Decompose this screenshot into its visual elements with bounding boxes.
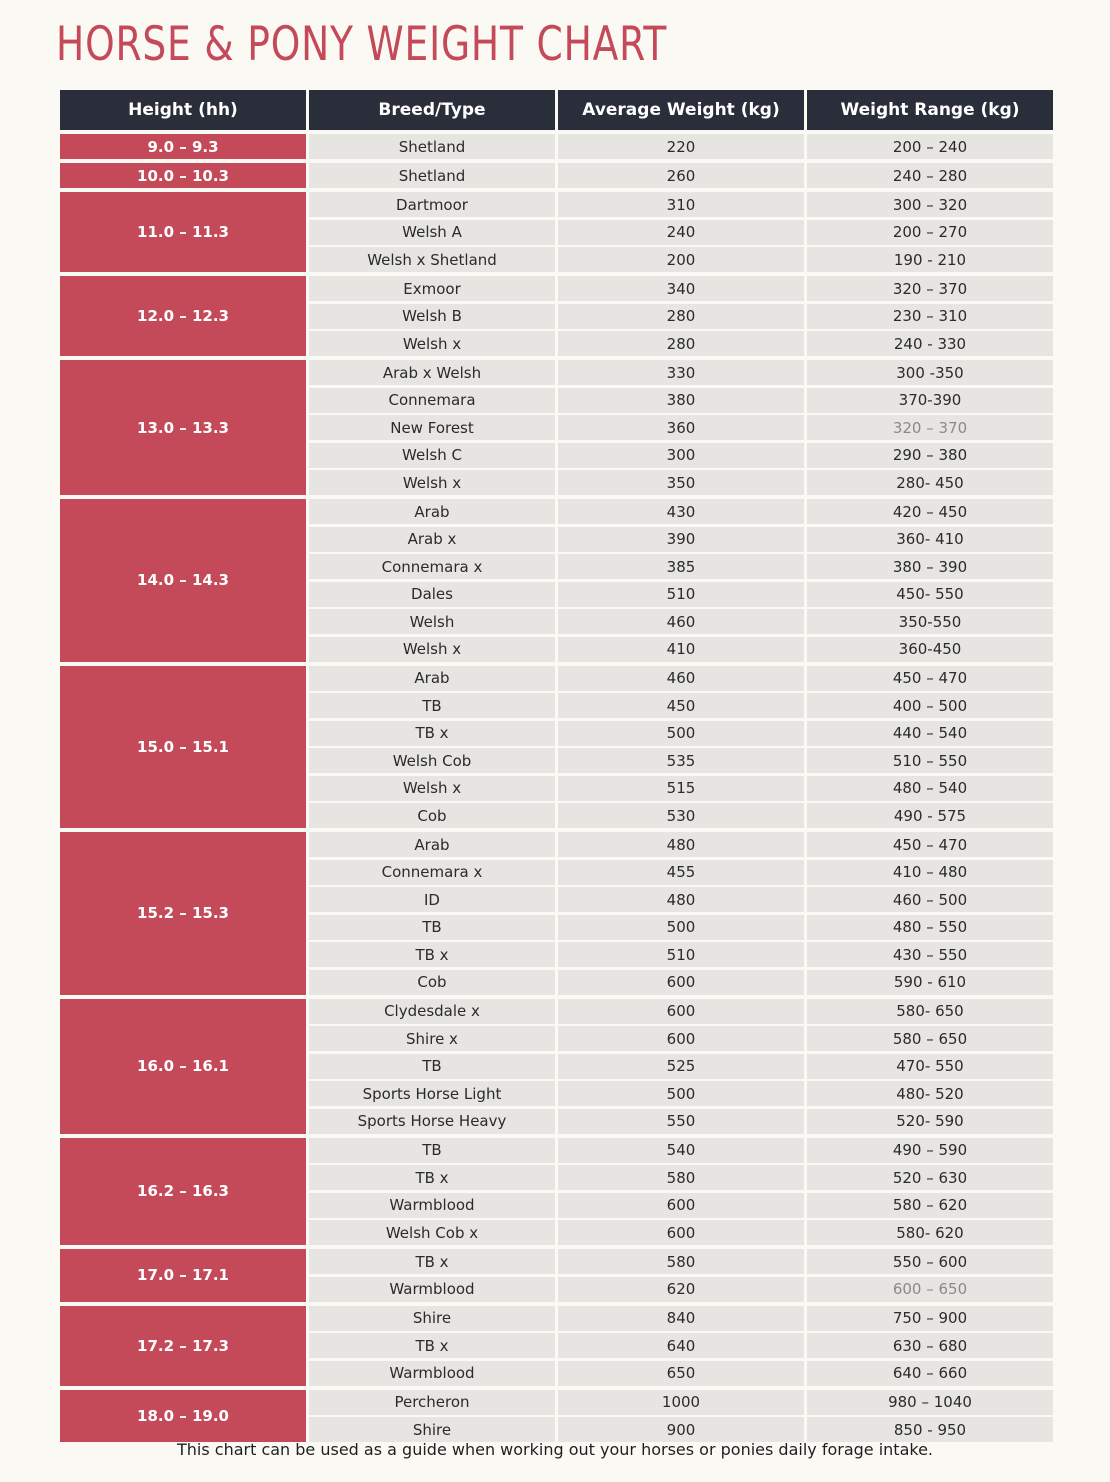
breed-cell: TB	[309, 915, 555, 940]
average-weight-cell: 280	[558, 331, 804, 356]
weight-range-cell: 370-390	[807, 388, 1053, 413]
group-rows	[309, 276, 1053, 356]
group-rows	[309, 1306, 1053, 1386]
weight-range-cell: 580- 650	[807, 999, 1053, 1024]
breed-cell: TB x	[309, 1249, 555, 1274]
breed-cell: TB	[309, 1138, 555, 1163]
table-row	[309, 887, 1053, 912]
weight-range-cell: 750 – 900	[807, 1306, 1053, 1331]
average-weight-cell: 380	[558, 388, 804, 413]
weight-range-cell: 510 – 550	[807, 748, 1053, 773]
page-title: HORSE & PONY WEIGHT CHART	[56, 17, 668, 72]
height-group	[60, 276, 1053, 356]
average-weight-cell: 530	[558, 803, 804, 828]
height-group	[60, 999, 1053, 1134]
table-row	[309, 276, 1053, 301]
average-weight-cell: 600	[558, 999, 804, 1024]
table-row	[309, 1277, 1053, 1302]
breed-cell: Welsh C	[309, 443, 555, 468]
weight-range-cell: 520- 590	[807, 1109, 1053, 1134]
average-weight-cell: 455	[558, 860, 804, 885]
average-weight-cell: 515	[558, 776, 804, 801]
average-weight-cell: 540	[558, 1138, 804, 1163]
height-cell: 15.0 – 15.1	[60, 666, 306, 829]
height-cell: 12.0 – 12.3	[60, 276, 306, 356]
table-row	[309, 1054, 1053, 1079]
breed-cell: Shetland	[309, 163, 555, 188]
weight-range-cell: 590 - 610	[807, 970, 1053, 995]
weight-range-cell: 200 – 240	[807, 134, 1053, 159]
table-row	[309, 776, 1053, 801]
height-group	[60, 192, 1053, 272]
table-row	[309, 443, 1053, 468]
average-weight-cell: 900	[558, 1417, 804, 1442]
table-row	[309, 666, 1053, 691]
breed-cell: Sports Horse Light	[309, 1081, 555, 1106]
weight-range-cell: 580- 620	[807, 1220, 1053, 1245]
average-weight-cell: 480	[558, 832, 804, 857]
breed-cell: Arab x	[309, 527, 555, 552]
height-cell: 9.0 – 9.3	[60, 134, 306, 159]
breed-cell: Exmoor	[309, 276, 555, 301]
column-header-height: Height (hh)	[60, 90, 306, 130]
group-rows	[309, 163, 1053, 188]
breed-cell: Welsh Cob	[309, 748, 555, 773]
weight-range-cell: 550 – 600	[807, 1249, 1053, 1274]
weight-range-cell: 410 – 480	[807, 860, 1053, 885]
weight-range-cell: 280- 450	[807, 470, 1053, 495]
table-row	[309, 134, 1053, 159]
breed-cell: TB x	[309, 942, 555, 967]
table-row	[309, 554, 1053, 579]
weight-range-cell: 450 – 470	[807, 666, 1053, 691]
height-group	[60, 1390, 1053, 1443]
average-weight-cell: 310	[558, 192, 804, 217]
table-row	[309, 748, 1053, 773]
breed-cell: Shire	[309, 1306, 555, 1331]
breed-cell: Shire	[309, 1417, 555, 1442]
weight-range-cell: 230 – 310	[807, 304, 1053, 329]
breed-cell: Clydesdale x	[309, 999, 555, 1024]
breed-cell: New Forest	[309, 415, 555, 440]
height-group	[60, 666, 1053, 829]
height-cell: 15.2 – 15.3	[60, 832, 306, 995]
weight-range-cell: 980 – 1040	[807, 1390, 1053, 1415]
table-row	[309, 637, 1053, 662]
weight-range-cell: 300 – 320	[807, 192, 1053, 217]
table-row	[309, 1165, 1053, 1190]
average-weight-cell: 840	[558, 1306, 804, 1331]
average-weight-cell: 510	[558, 942, 804, 967]
breed-cell: Arab	[309, 832, 555, 857]
table-row	[309, 1220, 1053, 1245]
breed-cell: Welsh B	[309, 304, 555, 329]
height-group	[60, 499, 1053, 662]
weight-range-cell: 200 – 270	[807, 220, 1053, 245]
average-weight-cell: 300	[558, 443, 804, 468]
height-cell: 14.0 – 14.3	[60, 499, 306, 662]
breed-cell: Welsh A	[309, 220, 555, 245]
breed-cell: Cob	[309, 970, 555, 995]
table-row	[309, 693, 1053, 718]
average-weight-cell: 550	[558, 1109, 804, 1134]
height-group	[60, 1138, 1053, 1246]
table-row	[309, 415, 1053, 440]
average-weight-cell: 510	[558, 582, 804, 607]
height-cell: 13.0 – 13.3	[60, 360, 306, 495]
table-row	[309, 1417, 1053, 1442]
breed-cell: Cob	[309, 803, 555, 828]
table-row	[309, 470, 1053, 495]
average-weight-cell: 500	[558, 915, 804, 940]
weight-range-cell: 320 – 370	[807, 415, 1053, 440]
weight-range-cell: 380 – 390	[807, 554, 1053, 579]
height-cell: 17.2 – 17.3	[60, 1306, 306, 1386]
group-rows	[309, 360, 1053, 495]
weight-range-cell: 520 – 630	[807, 1165, 1053, 1190]
weight-range-cell: 470- 550	[807, 1054, 1053, 1079]
table-row	[309, 1249, 1053, 1274]
table-row	[309, 721, 1053, 746]
average-weight-cell: 360	[558, 415, 804, 440]
group-rows	[309, 192, 1053, 272]
height-cell: 18.0 – 19.0	[60, 1390, 306, 1443]
breed-cell: Arab x Welsh	[309, 360, 555, 385]
table-row	[309, 499, 1053, 524]
average-weight-cell: 460	[558, 666, 804, 691]
breed-cell: TB x	[309, 1333, 555, 1358]
weight-range-cell: 360- 410	[807, 527, 1053, 552]
table-row	[309, 970, 1053, 995]
weight-range-cell: 600 – 650	[807, 1277, 1053, 1302]
average-weight-cell: 500	[558, 721, 804, 746]
average-weight-cell: 280	[558, 304, 804, 329]
weight-range-cell: 480 – 550	[807, 915, 1053, 940]
height-group	[60, 360, 1053, 495]
breed-cell: Warmblood	[309, 1277, 555, 1302]
table-row	[309, 1333, 1053, 1358]
average-weight-cell: 350	[558, 470, 804, 495]
table-row	[309, 1081, 1053, 1106]
weight-range-cell: 580 – 650	[807, 1026, 1053, 1051]
breed-cell: TB	[309, 693, 555, 718]
average-weight-cell: 640	[558, 1333, 804, 1358]
average-weight-cell: 500	[558, 1081, 804, 1106]
breed-cell: Connemara x	[309, 860, 555, 885]
breed-cell: Welsh x Shetland	[309, 247, 555, 272]
height-group	[60, 134, 1053, 159]
average-weight-cell: 340	[558, 276, 804, 301]
average-weight-cell: 200	[558, 247, 804, 272]
height-group	[60, 163, 1053, 188]
table-row	[309, 331, 1053, 356]
breed-cell: Welsh x	[309, 776, 555, 801]
average-weight-cell: 330	[558, 360, 804, 385]
height-cell: 10.0 – 10.3	[60, 163, 306, 188]
table-row	[309, 1361, 1053, 1386]
table-row	[309, 942, 1053, 967]
group-rows	[309, 1138, 1053, 1246]
average-weight-cell: 600	[558, 1026, 804, 1051]
height-cell: 17.0 – 17.1	[60, 1249, 306, 1302]
average-weight-cell: 460	[558, 609, 804, 634]
weight-range-cell: 450 – 470	[807, 832, 1053, 857]
weight-range-cell: 580 – 620	[807, 1193, 1053, 1218]
breed-cell: Shetland	[309, 134, 555, 159]
weight-range-cell: 450- 550	[807, 582, 1053, 607]
group-rows	[309, 499, 1053, 662]
breed-cell: Dales	[309, 582, 555, 607]
average-weight-cell: 535	[558, 748, 804, 773]
column-header-breed: Breed/Type	[309, 90, 555, 130]
height-cell: 11.0 – 11.3	[60, 192, 306, 272]
table-row	[309, 163, 1053, 188]
average-weight-cell: 525	[558, 1054, 804, 1079]
table-row	[309, 220, 1053, 245]
table-row	[309, 832, 1053, 857]
average-weight-cell: 480	[558, 887, 804, 912]
weight-range-cell: 240 - 330	[807, 331, 1053, 356]
group-rows	[309, 832, 1053, 995]
weight-range-cell: 460 – 500	[807, 887, 1053, 912]
average-weight-cell: 650	[558, 1361, 804, 1386]
weight-range-cell: 300 -350	[807, 360, 1053, 385]
table-row	[309, 1138, 1053, 1163]
average-weight-cell: 600	[558, 1193, 804, 1218]
breed-cell: Warmblood	[309, 1361, 555, 1386]
weight-range-cell: 490 – 590	[807, 1138, 1053, 1163]
table-row	[309, 304, 1053, 329]
weight-range-cell: 850 - 950	[807, 1417, 1053, 1442]
breed-cell: Arab	[309, 499, 555, 524]
average-weight-cell: 260	[558, 163, 804, 188]
average-weight-cell: 410	[558, 637, 804, 662]
height-group	[60, 832, 1053, 995]
average-weight-cell: 600	[558, 1220, 804, 1245]
table-row	[309, 192, 1053, 217]
breed-cell: Warmblood	[309, 1193, 555, 1218]
group-rows	[309, 1249, 1053, 1302]
table-row	[309, 360, 1053, 385]
average-weight-cell: 580	[558, 1249, 804, 1274]
weight-range-cell: 240 – 280	[807, 163, 1053, 188]
group-rows	[309, 999, 1053, 1134]
weight-range-cell: 350-550	[807, 609, 1053, 634]
breed-cell: Connemara	[309, 388, 555, 413]
breed-cell: TB	[309, 1054, 555, 1079]
breed-cell: Shire x	[309, 1026, 555, 1051]
breed-cell: Arab	[309, 666, 555, 691]
weight-range-cell: 420 – 450	[807, 499, 1053, 524]
average-weight-cell: 450	[558, 693, 804, 718]
group-rows	[309, 1390, 1053, 1443]
table-row	[309, 1026, 1053, 1051]
breed-cell: Sports Horse Heavy	[309, 1109, 555, 1134]
average-weight-cell: 600	[558, 970, 804, 995]
table-row	[309, 388, 1053, 413]
average-weight-cell: 240	[558, 220, 804, 245]
weight-range-cell: 290 – 380	[807, 443, 1053, 468]
column-header-weight-range: Weight Range (kg)	[807, 90, 1053, 130]
weight-range-cell: 490 - 575	[807, 803, 1053, 828]
height-cell: 16.2 – 16.3	[60, 1138, 306, 1246]
height-group	[60, 1306, 1053, 1386]
table-row	[309, 1390, 1053, 1415]
weight-range-cell: 480- 520	[807, 1081, 1053, 1106]
table-row	[309, 609, 1053, 634]
average-weight-cell: 385	[558, 554, 804, 579]
breed-cell: Dartmoor	[309, 192, 555, 217]
average-weight-cell: 580	[558, 1165, 804, 1190]
breed-cell: Welsh x	[309, 637, 555, 662]
weight-range-cell: 320 – 370	[807, 276, 1053, 301]
table-row	[309, 803, 1053, 828]
column-header-average-weight: Average Weight (kg)	[558, 90, 804, 130]
table-row	[309, 247, 1053, 272]
average-weight-cell: 430	[558, 499, 804, 524]
breed-cell: Connemara x	[309, 554, 555, 579]
breed-cell: TB x	[309, 1165, 555, 1190]
weight-range-cell: 480 – 540	[807, 776, 1053, 801]
table-row	[309, 1306, 1053, 1331]
height-group	[60, 1249, 1053, 1302]
weight-table	[60, 90, 1053, 1439]
breed-cell: Welsh Cob x	[309, 1220, 555, 1245]
group-rows	[309, 134, 1053, 159]
table-row	[309, 915, 1053, 940]
average-weight-cell: 1000	[558, 1390, 804, 1415]
weight-range-cell: 400 – 500	[807, 693, 1053, 718]
table-row	[309, 860, 1053, 885]
average-weight-cell: 620	[558, 1277, 804, 1302]
weight-range-cell: 440 – 540	[807, 721, 1053, 746]
breed-cell: TB x	[309, 721, 555, 746]
weight-range-cell: 430 – 550	[807, 942, 1053, 967]
weight-range-cell: 190 - 210	[807, 247, 1053, 272]
breed-cell: ID	[309, 887, 555, 912]
table-row	[309, 999, 1053, 1024]
footnote: This chart can be used as a guide when working out your horses or ponies daily forage intake.	[176, 1440, 934, 1459]
average-weight-cell: 220	[558, 134, 804, 159]
table-row	[309, 527, 1053, 552]
breed-cell: Percheron	[309, 1390, 555, 1415]
weight-range-cell: 640 – 660	[807, 1361, 1053, 1386]
table-row	[309, 582, 1053, 607]
breed-cell: Welsh x	[309, 331, 555, 356]
table-row	[309, 1193, 1053, 1218]
breed-cell: Welsh x	[309, 470, 555, 495]
average-weight-cell: 390	[558, 527, 804, 552]
group-rows	[309, 666, 1053, 829]
height-cell: 16.0 – 16.1	[60, 999, 306, 1134]
weight-range-cell: 630 – 680	[807, 1333, 1053, 1358]
breed-cell: Welsh	[309, 609, 555, 634]
table-row	[309, 1109, 1053, 1134]
weight-range-cell: 360-450	[807, 637, 1053, 662]
